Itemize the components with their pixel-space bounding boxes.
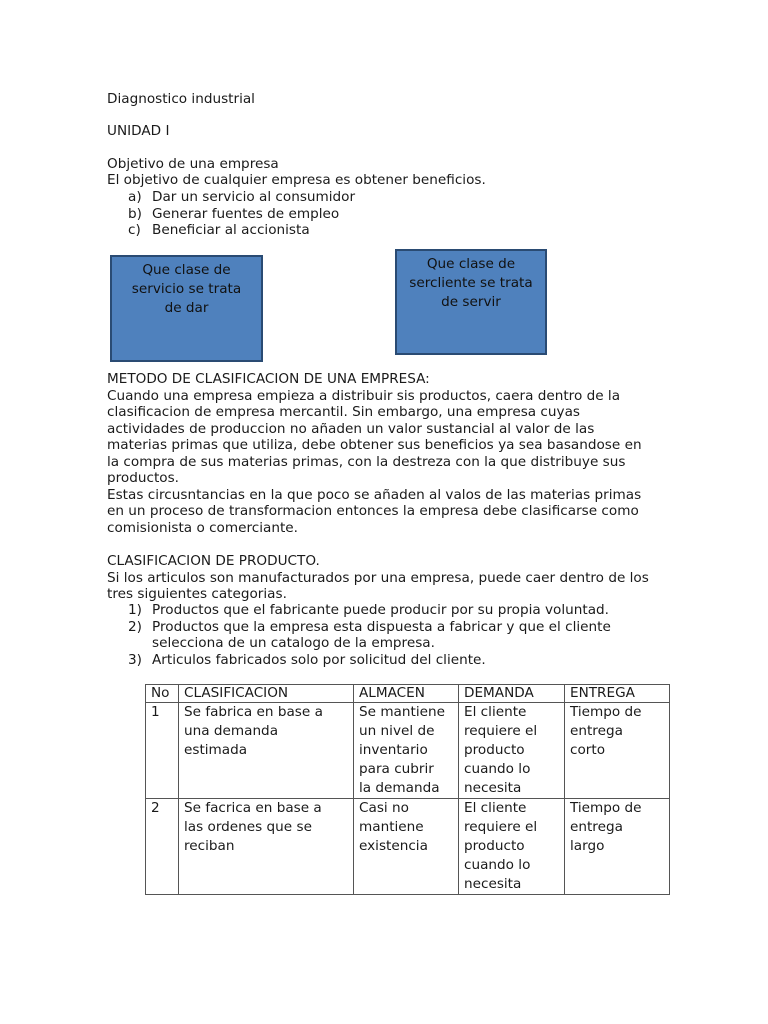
list-item xyxy=(128,222,355,239)
box-line: sercliente se trata xyxy=(409,275,533,291)
cell-line: estimada xyxy=(184,742,248,758)
objective-list xyxy=(128,189,355,239)
list-marker: b) xyxy=(128,205,142,222)
cell-line: El cliente xyxy=(464,800,527,816)
cell-line: inventario xyxy=(359,742,428,758)
paragraph-line: la compra de sus materias primas, con la destreza con la que distribuye sus xyxy=(107,453,626,470)
cell-line: Tiempo de xyxy=(570,800,642,816)
table-row xyxy=(146,703,670,799)
table-cell xyxy=(459,799,565,895)
cell-line: cuando lo xyxy=(464,857,531,873)
cell-line: producto xyxy=(464,838,525,854)
client-type-box xyxy=(395,249,547,355)
paragraph-line: Cuando una empresa empieza a distribuir sis productos, caera dentro de la xyxy=(107,387,621,404)
table-row xyxy=(146,799,670,895)
product-heading: CLASIFICACION DE PRODUCTO. xyxy=(107,553,320,569)
cell-line: entrega xyxy=(570,819,623,835)
list-item-text: Beneficiar al accionista xyxy=(152,222,310,238)
list-item xyxy=(128,602,611,619)
list-item-text: Articulos fabricados solo por solicitud del cliente. xyxy=(152,651,486,668)
list-item-text: Productos que la empresa esta dispuesta a fabricar y que el cliente xyxy=(152,618,611,635)
cell-line: Tiempo de xyxy=(570,704,642,720)
cell-line: Casi no xyxy=(359,800,409,816)
paragraph-line: materias primas que utiliza, debe obtener sus beneficios ya sea basandose en xyxy=(107,437,642,453)
cell-line: Se fabrica en base a xyxy=(184,704,323,720)
cell-line: existencia xyxy=(359,838,428,854)
table-cell xyxy=(459,703,565,799)
table-cell xyxy=(146,799,179,895)
objective-text: El objetivo de cualquier empresa es obtener beneficios. xyxy=(107,172,486,188)
cell-line: cuando lo xyxy=(464,761,531,777)
table-cell xyxy=(354,703,459,799)
cell-line: para cubrir xyxy=(359,761,434,777)
cell-line: 2 xyxy=(151,800,160,816)
paragraph-line: Estas circusntancias en la que poco se añaden al valos de las materias primas xyxy=(107,486,642,503)
box-line: de servir xyxy=(441,294,501,310)
list-marker: c) xyxy=(128,222,141,238)
cell-line: mantiene xyxy=(359,819,424,835)
paragraph-line: productos. xyxy=(107,470,180,486)
cell-line: un nivel de xyxy=(359,723,435,739)
table-cell xyxy=(146,703,179,799)
box-line: servicio se trata xyxy=(131,281,242,297)
box-line: Que clase de xyxy=(142,262,231,278)
document-title: Diagnostico industrial xyxy=(107,91,255,107)
list-marker: a) xyxy=(128,189,142,205)
cell-line: Se facrica en base a xyxy=(184,800,322,816)
list-item xyxy=(128,652,611,669)
list-item xyxy=(128,619,611,652)
table-header-row xyxy=(146,685,670,703)
header-no: No xyxy=(146,685,179,703)
cell-line: El cliente xyxy=(464,704,527,720)
cell-line: reciban xyxy=(184,838,235,854)
paragraph-line: clasificacion de empresa mercantil. Sin embargo, una empresa cuyas xyxy=(107,404,580,420)
table-cell xyxy=(179,703,354,799)
list-item xyxy=(128,189,355,206)
cell-line: entrega xyxy=(570,723,623,739)
cell-line: corto xyxy=(570,742,606,758)
cell-line: una demanda xyxy=(184,723,279,739)
list-item xyxy=(128,206,355,223)
cell-line: necesita xyxy=(464,876,522,892)
box-line: Que clase de xyxy=(426,256,516,272)
paragraph-line: tres siguientes categorias. xyxy=(107,586,287,602)
paragraph-line: comisionista o comerciante. xyxy=(107,519,298,536)
table-cell xyxy=(565,799,670,895)
service-type-box xyxy=(110,255,263,362)
cell-line: Se mantiene xyxy=(359,704,445,720)
box-line: de dar xyxy=(164,300,209,316)
cell-line: la demanda xyxy=(359,780,440,796)
paragraph-line: actividades de produccion no añaden un valor sustancial al valor de las xyxy=(107,420,595,437)
header-clasificacion: CLASIFICACION xyxy=(179,685,354,703)
method-section xyxy=(107,371,667,536)
method-heading: METODO DE CLASIFICACION DE UNA EMPRESA: xyxy=(107,371,430,387)
cell-line: producto xyxy=(464,742,525,758)
product-section xyxy=(107,553,667,603)
list-item-text: Dar un servicio al consumidor xyxy=(152,189,356,205)
cell-line: necesita xyxy=(464,780,522,796)
header-almacen: ALMACEN xyxy=(354,685,459,703)
header-entrega: ENTREGA xyxy=(565,685,670,703)
table-cell xyxy=(354,799,459,895)
list-marker: 2) xyxy=(128,618,142,635)
paragraph-line: Si los articulos son manufacturados por una empresa, puede caer dentro de los xyxy=(107,569,649,586)
cell-line: requiere el xyxy=(464,819,538,835)
table-cell xyxy=(179,799,354,895)
list-item-text: selecciona de un catalogo de la empresa. xyxy=(152,635,435,651)
list-item-text: Generar fuentes de empleo xyxy=(152,205,340,222)
header-demanda: DEMANDA xyxy=(459,685,565,703)
unit-heading: UNIDAD I xyxy=(107,123,170,139)
cell-line: 1 xyxy=(151,704,160,720)
list-marker: 3) xyxy=(128,651,142,668)
paragraph-line: en un proceso de transformacion entonces la empresa debe clasificarse como xyxy=(107,503,639,519)
objective-heading: Objetivo de una empresa xyxy=(107,156,279,172)
table-cell xyxy=(565,703,670,799)
cell-line: las ordenes que se xyxy=(184,819,312,835)
cell-line: requiere el xyxy=(464,723,538,739)
product-list xyxy=(128,602,611,668)
cell-line: largo xyxy=(570,838,605,854)
list-marker: 1) xyxy=(128,602,142,618)
classification-table xyxy=(145,684,670,895)
list-item-text: Productos que el fabricante puede producir por su propia voluntad. xyxy=(152,602,609,618)
